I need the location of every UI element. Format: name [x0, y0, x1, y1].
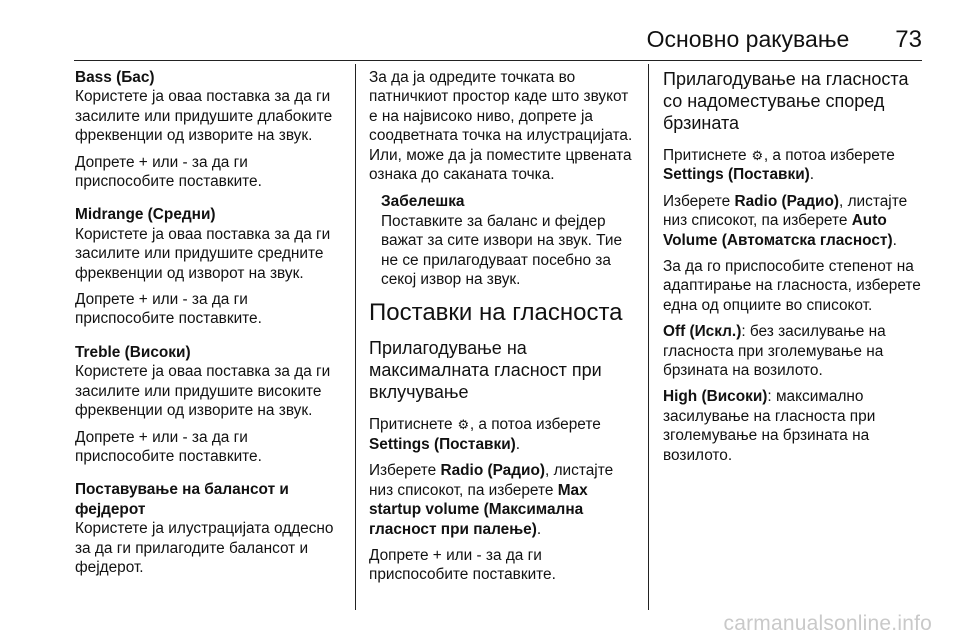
speed-volume-heading: Прилагодување на гласноста со надоместување според брзината — [663, 69, 909, 133]
treble-section — [75, 343, 347, 466]
column-divider-1 — [355, 64, 356, 610]
balance-section — [75, 480, 347, 577]
option-off: Off (Искл.): без засилување на гласноста при зголемување на брзината на возилото. — [663, 323, 886, 380]
option-high: High (Високи): максимално засилување на гласноста при зголемување на брзината на возилото. — [663, 388, 876, 464]
bass-section — [75, 68, 347, 191]
treble-heading: Treble (Високи) — [75, 343, 191, 361]
midrange-section — [75, 205, 347, 328]
midrange-adjust-text: Допрете + или - за да ги приспособите поставките. — [75, 291, 262, 328]
note-text: Поставките за баланс и фејдер важат за сите извори на звук. Тие не се прилагодуваат посебно за секој извор на звук. — [381, 212, 623, 289]
watermark: carmanualsonline.info — [723, 612, 932, 635]
column-divider-2 — [648, 64, 649, 610]
press-instruction-2: Притиснете ⚙, а потоа изберете Settings (Поставки). — [663, 147, 895, 184]
balance-text: Користете ја илустрацијата оддесно за да ги прилагодите балансот и фејдерот. — [75, 520, 334, 576]
column-2 — [369, 68, 637, 592]
select-instruction: Изберете Radio (Радио), листајте низ списокот, па изберете Max startup volume (Максимална гласност при палење). — [369, 462, 614, 538]
page-title: Основно ракување — [646, 26, 850, 52]
midrange-text: Користете ја оваа поставка за да ги засилите или придушите средните фреквенции од изворот на звук. — [75, 225, 331, 282]
treble-adjust-text: Допрете + или - за да ги приспособите поставките. — [75, 428, 262, 465]
treble-text: Користете ја оваа поставка за да ги засилите или придушите високите фреквенции од изворите на звук. — [75, 363, 331, 420]
page-number: 73 — [895, 26, 922, 53]
bass-text: Користете ја оваа поставка за да ги засилите или придушите длабоките фреквенции од изворите на звук. — [75, 88, 333, 145]
settings-gear-icon: ⚙ — [457, 417, 470, 433]
press-instruction: Притиснете ⚙, а потоа изберете Settings (Поставки). — [369, 416, 601, 453]
column-1 — [75, 68, 347, 591]
settings-gear-icon: ⚙ — [751, 148, 764, 163]
bass-adjust-text: Допрете + или - за да ги приспособите поставките. — [75, 153, 262, 191]
note-heading: Забелешка — [381, 193, 465, 211]
column-3 — [663, 68, 931, 472]
fader-text: За да ја одредите точката во патничкиот простор каде што звукот е на највисоко ниво, допрете ја соодветната точка на илустрацијата. Или, може да ја поместите црвената ознака до саканата точка. — [369, 69, 633, 184]
balance-heading: Поставување на балансот и фејдерот — [75, 481, 289, 518]
select-instruction-2: Изберете Radio (Радио), листајте низ списокот, па изберете Auto Volume (Автоматска гласност). — [663, 192, 908, 249]
adaptation-text: За да го приспособите степенот на адаптирање на гласноста, изберете една од опциите во списокот. — [663, 258, 921, 314]
note-box — [381, 192, 637, 289]
page-header — [647, 26, 922, 54]
header-rule — [74, 60, 922, 61]
bass-heading: Bass (Бас) — [75, 69, 155, 86]
volume-settings-heading: Поставки на гласноста — [369, 299, 623, 327]
midrange-heading: Midrange (Средни) — [75, 206, 216, 224]
max-startup-volume-heading: Прилагодување на максималната гласност при вклучување — [369, 338, 602, 403]
adjust-instruction: Допрете + или - за да ги приспособите поставките. — [369, 546, 556, 584]
